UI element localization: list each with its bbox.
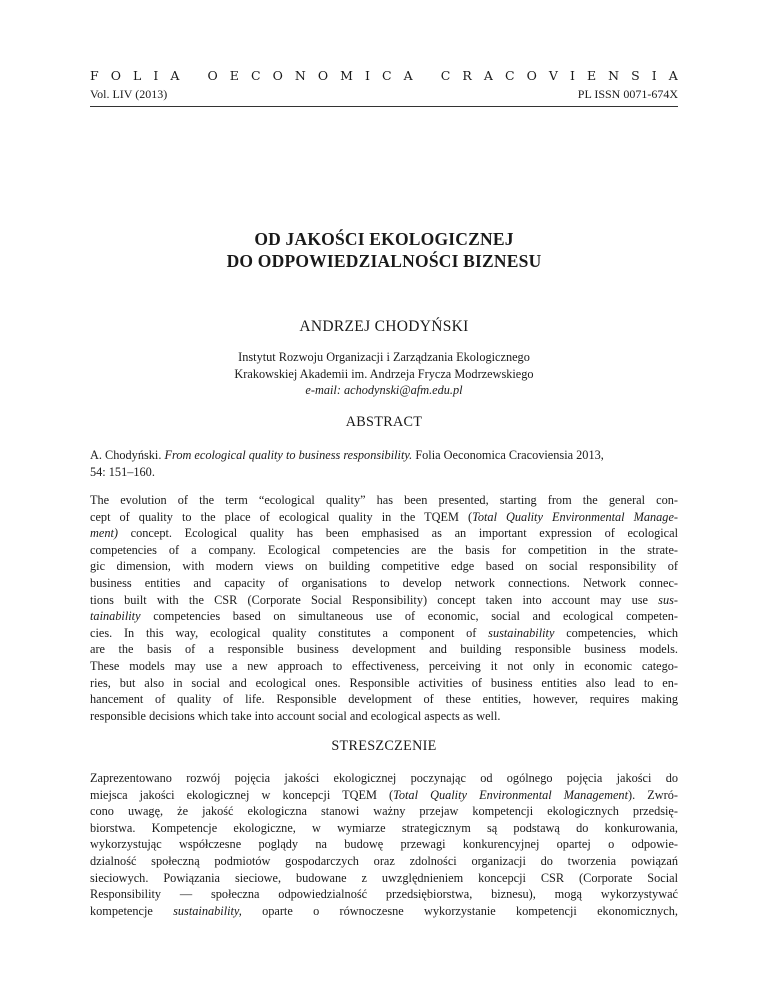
journal-name-letter: A [668,68,678,83]
abstract-citation [90,447,678,480]
abstract-line: are the basis of a responsible business development and building responsible business models. [90,642,678,657]
journal-meta [90,87,678,102]
journal-name-letter [191,68,195,83]
journal-name-letter: N [608,68,620,83]
citation-pages: 54: 151–160. [90,464,155,479]
journal-name-letter: S [631,68,640,83]
journal-name-letter: A [483,68,493,83]
abstract-line: tainability competencies based on simultaneous use of economic, social and ecological competen- [90,609,678,624]
citation-author: A. Chodyński. [90,448,162,462]
abstract-line: business entities and capacity of organisations to develop network connections. Network connec- [90,575,678,590]
journal-name-letter: O [317,68,329,83]
abstract-line: These models may use a new approach to effectiveness, perceiving it not only in economic catego- [90,658,678,673]
streszczenie-line: Responsibility — społeczna odpowiedzialność przedsiębiorstwa, biznesu), mogą wykorzystywać [90,887,678,902]
streszczenie-line: wykorzystując współczesne poglądy na budowę przewagi konkurencyjnej opartej o odpowie- [90,837,678,852]
journal-name-letter: A [403,68,413,83]
journal-name-letter: O [526,68,537,83]
journal-name-letter: A [170,68,180,83]
citation-journal: Folia Oeconomica Cracoviensia 2013, [415,448,604,462]
journal-name-letter: L [133,68,142,83]
journal-name-letter: I [153,68,159,83]
abstract-line: hancement of quality of life. Responsible development of these entities, however, requires making [90,692,678,707]
abstract-text [90,492,678,724]
abstract-line: responsible decisions which take into account social and ecological aspects as well. [90,708,501,723]
journal-name-letter: N [294,68,306,83]
streszczenie-line: dzialność społeczną podmiotów gospodarczych oraz zdolności organizacji do tworzenia powiązań [90,853,678,868]
title-line-2: DO ODPOWIEDZIALNOŚCI BIZNESU [226,251,542,271]
streszczenie-line: sieciowych. Powiązania sieciowe, budowane z uwzględnieniem koncepcji CSR (Corporate Social [90,870,678,885]
journal-name-letter: C [250,68,261,83]
abstract-line: cept of quality to the place of ecological quality in the TQEM (Total Quality Environmental Manage- [90,509,679,524]
journal-name-letter: C [504,68,515,83]
journal-name-letter: E [229,68,239,83]
journal-name-letter: O [272,68,283,83]
journal-name-letter: I [365,68,370,83]
journal-name-letter: M [340,68,353,83]
journal-name-letter: V [548,68,558,83]
journal-name-letter: I [569,68,575,83]
journal-name-letter: C [440,68,451,83]
journal-name [90,68,678,83]
journal-name-letter: C [382,68,392,83]
journal-name-letter: O [207,68,218,83]
abstract-line: ries, but also in social and ecological ones. Responsible activities of business entities also lead to en- [90,675,678,690]
journal-name-letter [425,68,429,83]
journal-name-letter: R [462,68,472,83]
streszczenie-heading: STRESZCZENIE [331,738,437,754]
author-name: ANDRZEJ CHODYŃSKI [299,318,469,335]
abstract-line: tions built with the CSR (Corporate Social Responsibility) concept taken into account may use sus- [90,592,678,607]
streszczenie-line: cono uwagę, że jakość ekologiczna stanowi ważny przejaw kompetencji ekologicznych przedsię- [90,804,678,819]
abstract-line: ment) concept. Ecological quality has been emphasised as an important expression of ecological [90,526,678,541]
volume-label: Vol. LIV (2013) [90,87,168,101]
abstract-heading: ABSTRACT [345,414,423,430]
streszczenie-line: biorstwa. Kompetencje ekologiczne, w wymiarze strategicznym są podstawą do konkurowania, [90,820,678,835]
streszczenie-text [90,770,678,919]
article-title [90,228,678,272]
abstract-line: competencies of a company. Ecological competencies are the basis for competition in the strate- [90,542,678,557]
affiliation-line-1: Instytut Rozwoju Organizacji i Zarządzania Ekologicznego [238,350,530,364]
journal-name-letter: E [586,68,597,83]
affiliation-line-2: Krakowskiej Akademii im. Andrzeja Frycza Modrzewskiego [234,366,534,381]
streszczenie-line: kompetencje sustainability, oparte o równoczesne wykorzystanie kompetencji ekonomicznych, [90,903,678,918]
journal-name-letter: F [90,68,99,83]
journal-name-letter: I [651,68,657,83]
abstract-line: cies. In this way, ecological quality constitutes a component of sustainability competencies, which [90,625,678,640]
citation-title: From ecological quality to business responsibility. [164,448,413,462]
title-line-1: OD JAKOŚCI EKOLOGICZNEJ [254,229,514,249]
abstract-line: The evolution of the term “ecological quality” has been presented, starting from the general con- [90,493,678,507]
abstract-line: gic dimension, with modern views on building competitive edge based on social responsibility of [90,559,678,574]
streszczenie-line: Zaprezentowano rozwój pojęcia jakości ekologicznej poczynając od ogólnego pojęcia jakości do [90,771,678,785]
issn-label: PL ISSN 0071-674X [577,87,678,101]
journal-name-letter: O [110,68,121,83]
streszczenie-line: miejsca jakości ekologicznej w koncepcji TQEM (Total Quality Environmental Management). Zwró- [90,787,678,802]
header-rule [90,106,678,107]
author-email: e-mail: achodynski@afm.edu.pl [305,383,463,397]
author-affiliation [90,349,678,399]
